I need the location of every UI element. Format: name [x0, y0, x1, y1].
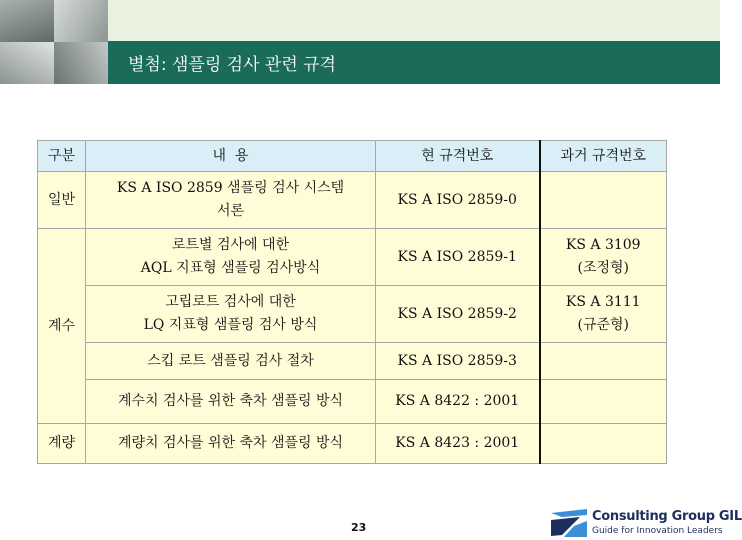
- category-cell: 계수: [38, 229, 86, 424]
- past-number-line: (조정형): [577, 260, 629, 276]
- past-number-cell: [540, 229, 667, 286]
- table-row: [38, 172, 667, 229]
- current-number-cell: KS A ISO 2859-0: [376, 172, 540, 229]
- current-number-cell: KS A ISO 2859-3: [376, 343, 540, 380]
- content-line: 계수치 검사를 위한 축차 샘플링 방식: [117, 393, 344, 409]
- header-past-number: 과거 규격번호: [540, 141, 667, 172]
- category-cell: 일반: [38, 172, 86, 229]
- page-title: 별첨: 샘플링 검사 관련 규격: [128, 55, 336, 75]
- content-line: KS A ISO 2859 샘플링 검사 시스템: [116, 180, 345, 196]
- content-line: 계량치 검사를 위한 축차 샘플링 방식: [117, 435, 344, 451]
- table-row: [38, 286, 667, 343]
- brand-swoosh-icon: [550, 508, 588, 538]
- content-line: 스킵 로트 샘플링 검사 절차: [147, 352, 314, 369]
- content-line: 서론: [216, 203, 245, 219]
- content-cell: [86, 424, 376, 464]
- past-number-cell: [540, 172, 667, 229]
- table-header-row: [38, 141, 667, 172]
- past-number-line: (규준형): [577, 317, 629, 333]
- brand-logo: [550, 506, 742, 540]
- standards-table: [37, 140, 667, 464]
- content-cell: [86, 286, 376, 343]
- past-number-cell: [540, 380, 667, 424]
- table-row: [38, 380, 667, 424]
- content-line: 로트별 검사에 대한: [171, 237, 290, 253]
- current-number-cell: KS A ISO 2859-1: [376, 229, 540, 286]
- content-line: LQ 지표형 샘플링 검사 방식: [143, 317, 318, 333]
- current-number-cell: KS A 8423 : 2001: [376, 424, 540, 464]
- content-cell: [86, 343, 376, 380]
- past-number-line: KS A 3111: [565, 294, 641, 310]
- content-cell: [86, 380, 376, 424]
- header-current-number: 현 규격번호: [376, 141, 540, 172]
- header-band: [108, 0, 720, 41]
- header-category: 구분: [38, 141, 86, 172]
- past-number-cell: [540, 424, 667, 464]
- brand-name: Consulting Group GIL: [592, 509, 742, 524]
- content-line: 고립로트 검사에 대한: [165, 294, 296, 310]
- content-cell: [86, 172, 376, 229]
- past-number-cell: [540, 286, 667, 343]
- content-cell: [86, 229, 376, 286]
- current-number-cell: KS A 8422 : 2001: [376, 380, 540, 424]
- current-number-cell: KS A ISO 2859-2: [376, 286, 540, 343]
- past-number-cell: [540, 343, 667, 380]
- table-row: [38, 424, 667, 464]
- table-row: [38, 229, 667, 286]
- title-bar: [108, 41, 720, 84]
- past-number-line: KS A 3109: [565, 237, 641, 253]
- content-line: AQL 지표형 샘플링 검사방식: [140, 260, 321, 276]
- category-cell: 계량: [38, 424, 86, 464]
- brand-tagline: Guide for Innovation Leaders: [592, 526, 723, 536]
- header-content: 내 용: [86, 141, 376, 172]
- page-number: 23: [351, 521, 367, 534]
- header-photo: [0, 0, 108, 84]
- table-row: [38, 343, 667, 380]
